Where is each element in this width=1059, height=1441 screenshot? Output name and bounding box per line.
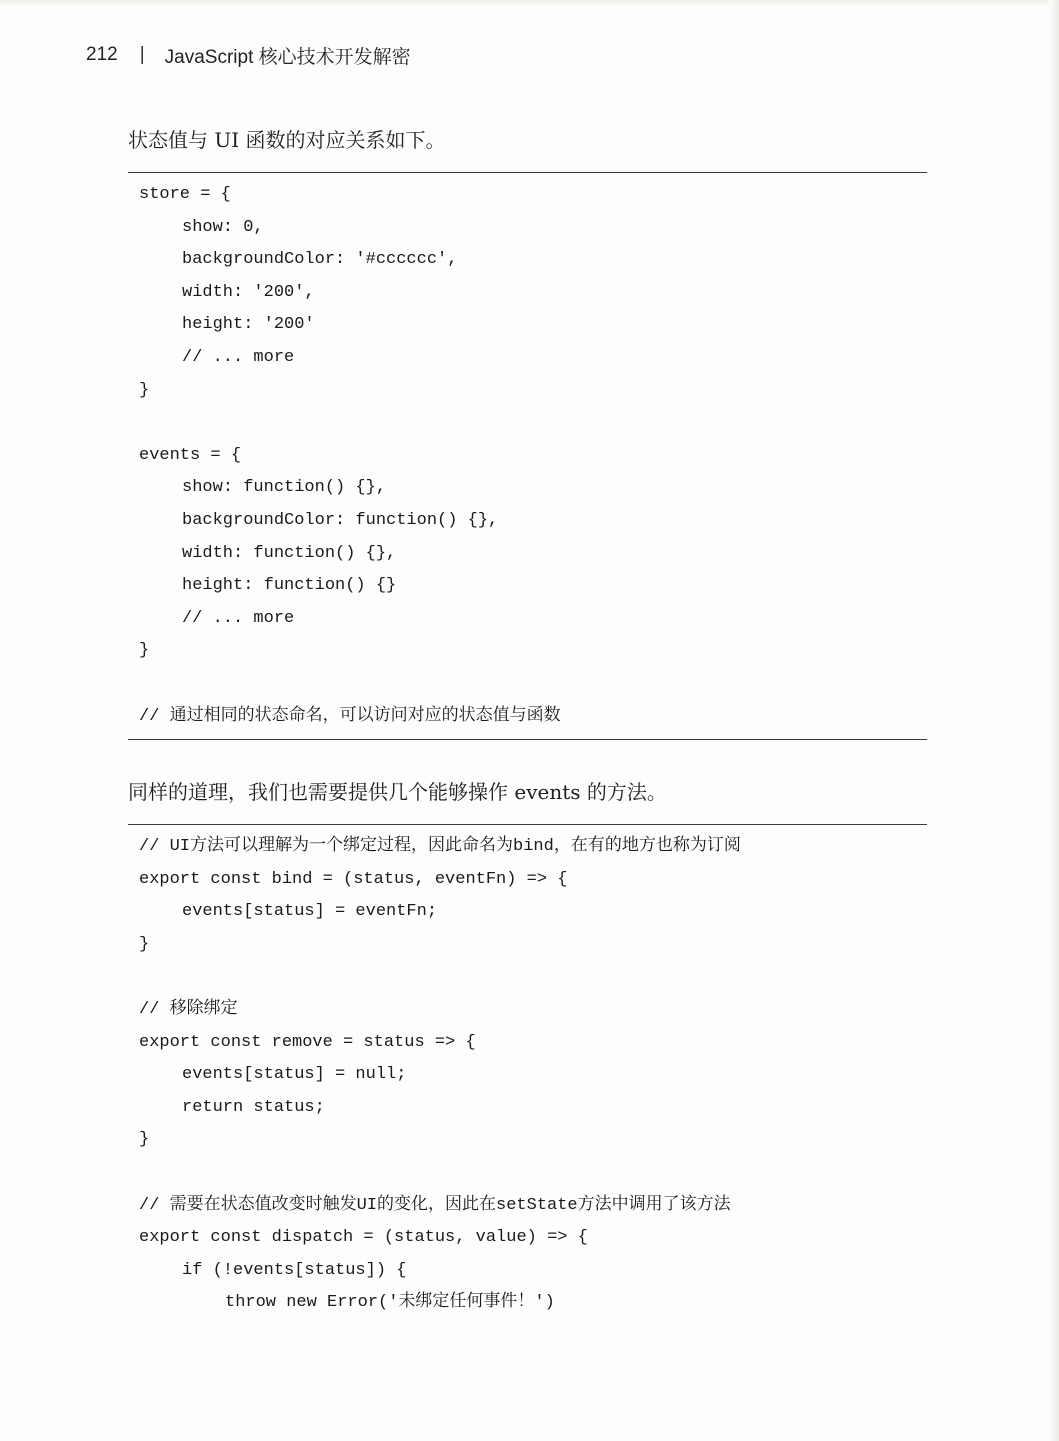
code-block-methods: [139, 831, 741, 1320]
code-line: throw new Error('未绑定任何事件！'): [225, 1293, 555, 1313]
code-line: events[status] = null;: [182, 1065, 407, 1085]
code-line: }: [139, 641, 150, 661]
code-line: export const bind = (status, eventFn) => {: [139, 869, 568, 889]
code-line: }: [139, 1130, 150, 1150]
code-line: events[status] = eventFn;: [182, 902, 438, 922]
code-line: store = {: [139, 185, 231, 204]
code-line: }: [139, 380, 150, 400]
code-line: backgroundColor: '#cccccc',: [182, 250, 458, 270]
code-line: if (!events[status]) {: [182, 1260, 407, 1280]
code-line: backgroundColor: function() {},: [182, 510, 499, 530]
code-line-blank: [139, 668, 561, 701]
code-line-blank: [139, 961, 741, 994]
paragraph-methods: 同样的道理，我们也需要提供几个能够操作 events 的方法。: [128, 780, 667, 804]
code-block-store-events: [139, 179, 561, 733]
code-line: height: function() {}: [182, 576, 397, 596]
code-comment: // 通过相同的状态命名，可以访问对应的状态值与函数: [139, 706, 561, 726]
page-number: 212: [86, 44, 118, 65]
code-line: width: '200',: [182, 282, 315, 302]
code-line-blank: [139, 407, 561, 440]
code-line: show: function() {},: [182, 478, 387, 498]
code-line: width: function() {},: [182, 543, 397, 563]
code-block-bottom-rule: [128, 739, 927, 740]
paragraph-intro: 状态值与 UI 函数的对应关系如下。: [128, 128, 446, 152]
code-line: export const remove = status => {: [139, 1032, 476, 1052]
page-top-shadow: [0, 0, 1059, 6]
code-comment: // UI方法可以理解为一个绑定过程，因此命名为bind，在有的地方也称为订阅: [139, 837, 741, 856]
code-comment: // 移除绑定: [139, 999, 238, 1019]
page-edge-shadow: [1049, 0, 1059, 1441]
code-comment: // 需要在状态值改变时触发UI的变化，因此在setState方法中调用了该方法: [139, 1195, 731, 1215]
book-title: JavaScript 核心技术开发解密: [164, 46, 411, 68]
header-separator: |: [139, 44, 145, 65]
code-line: // ... more: [182, 608, 295, 628]
code-line: show: 0,: [182, 217, 264, 237]
code-line-blank: [139, 1157, 741, 1190]
code-line: events = {: [139, 445, 242, 465]
code-line: // ... more: [182, 347, 295, 367]
running-header: [86, 40, 411, 70]
code-line: }: [139, 934, 150, 954]
code-line: export const dispatch = (status, value) => {: [139, 1228, 588, 1248]
code-block-2-top-rule: [128, 824, 927, 825]
code-block-top-rule: [128, 172, 927, 173]
code-line: return status;: [182, 1097, 325, 1117]
code-line: height: '200': [182, 315, 315, 335]
